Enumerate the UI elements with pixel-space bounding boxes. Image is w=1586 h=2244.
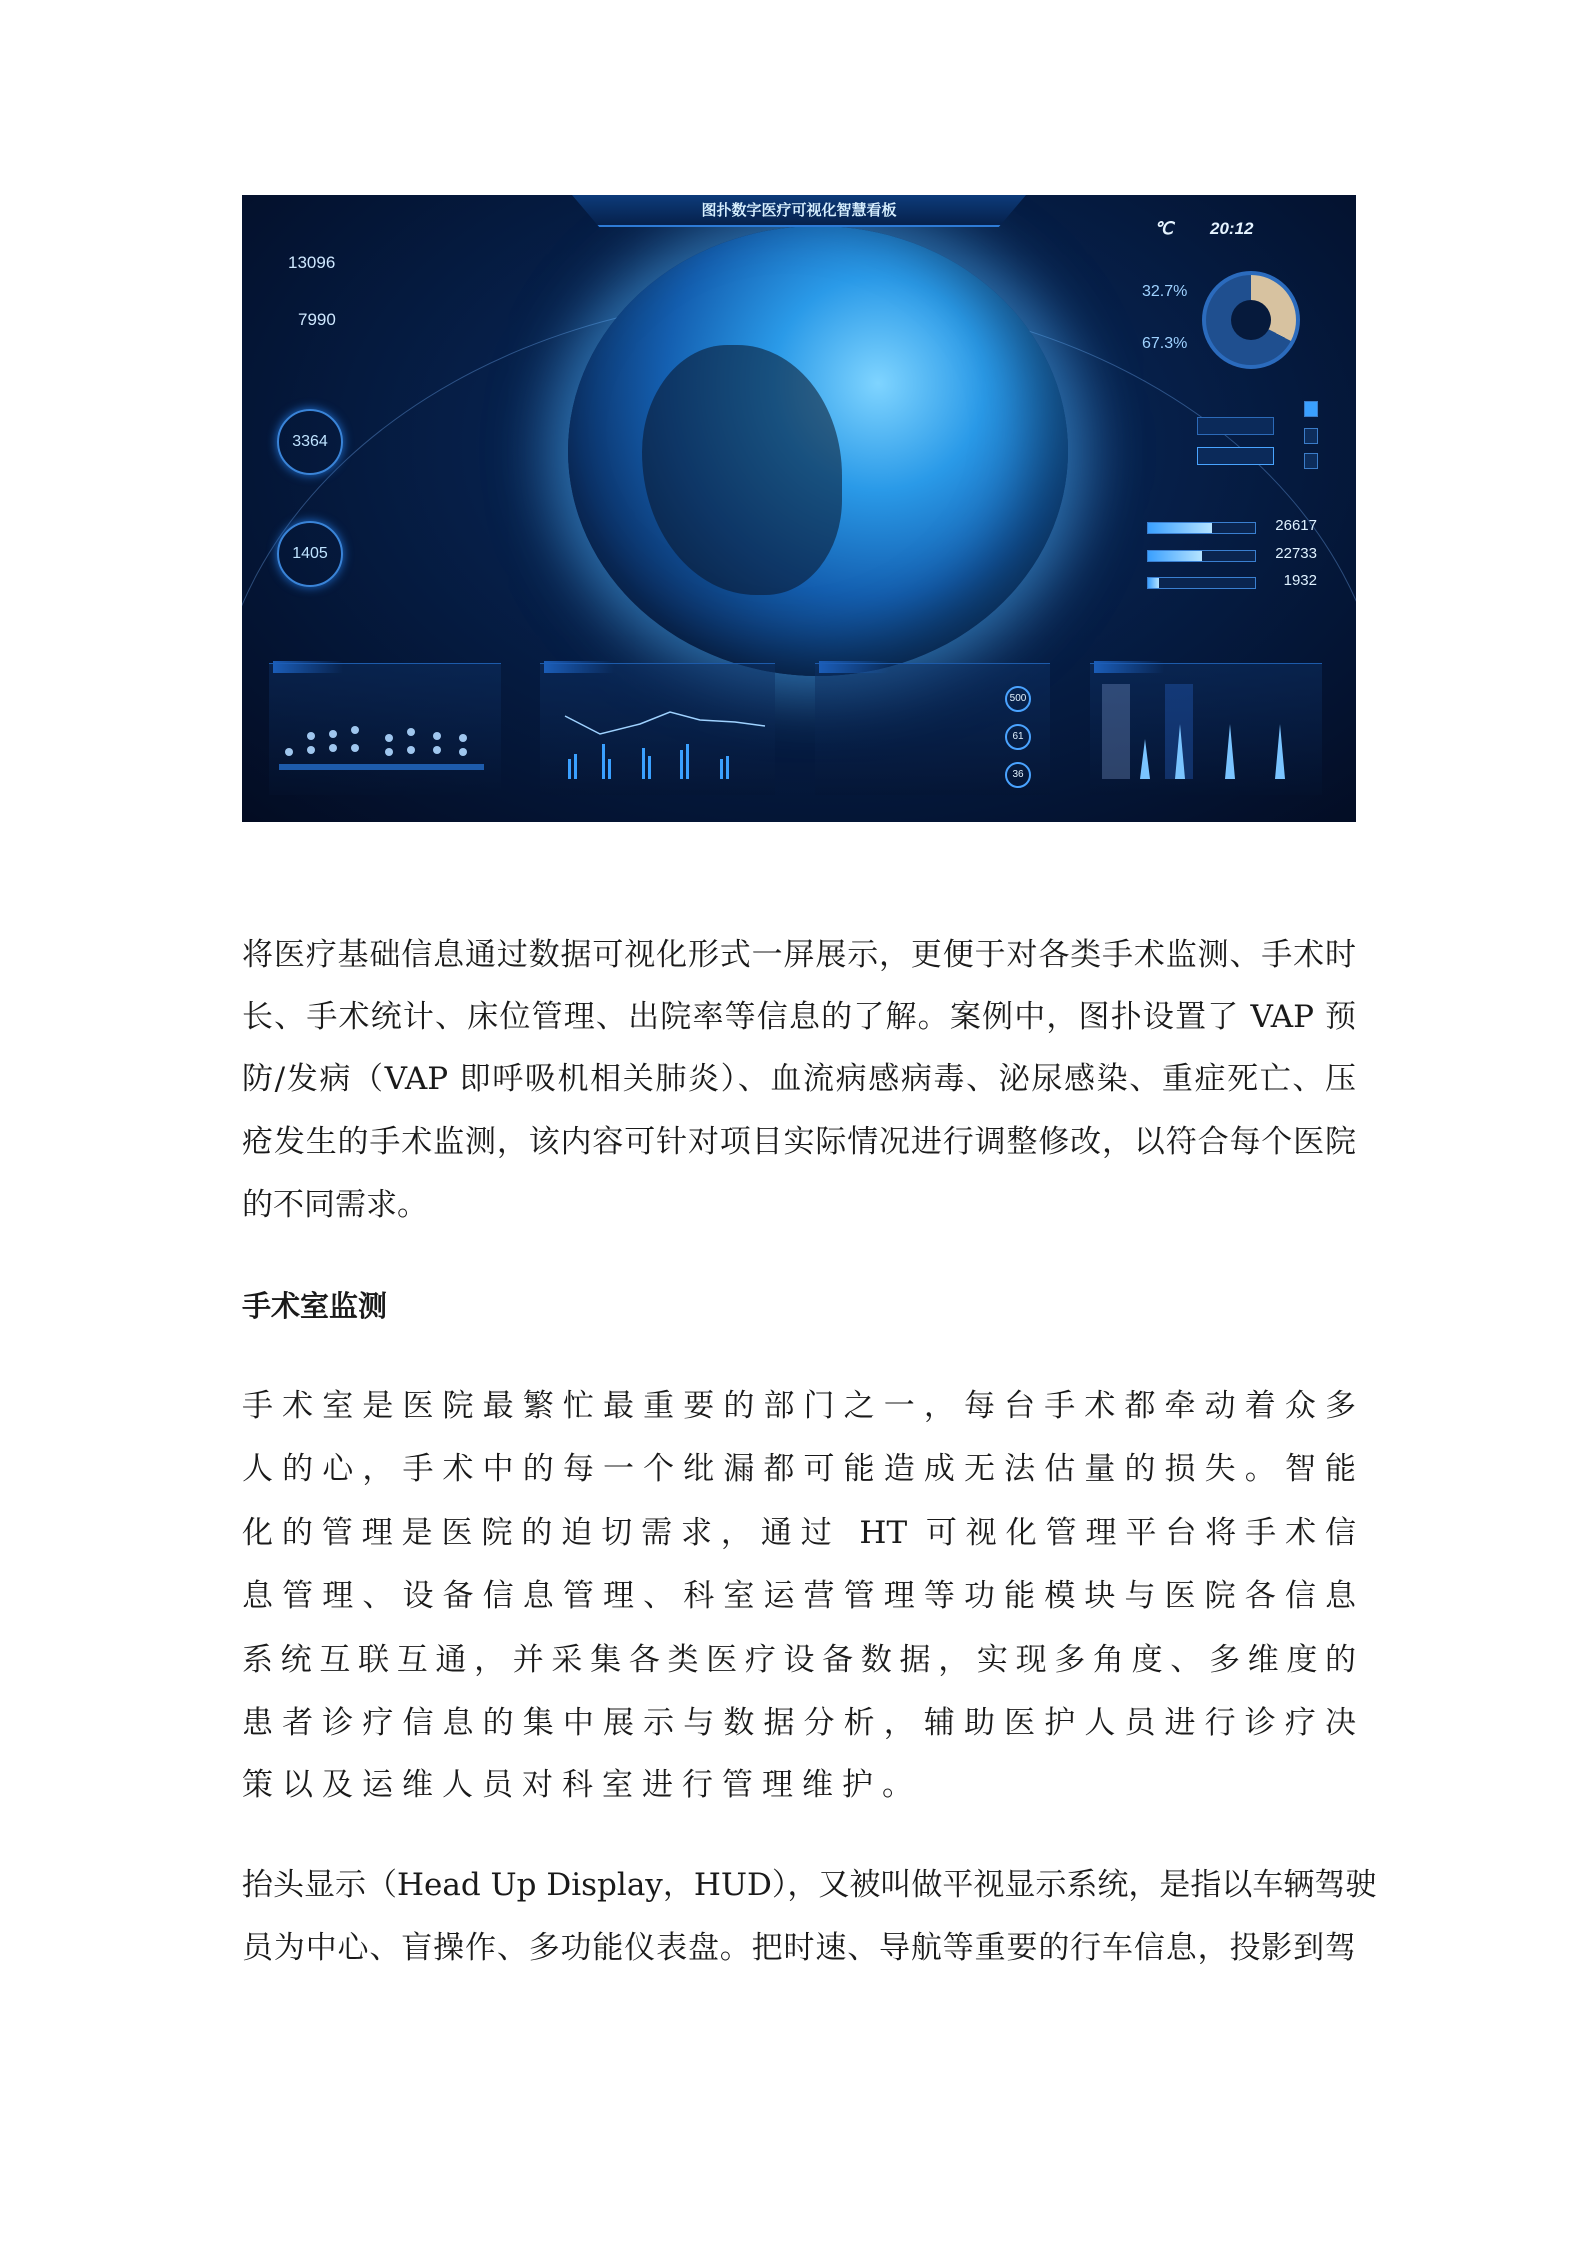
- paragraph-line: 的不同需求。: [242, 1187, 428, 1223]
- panel-surgery-duration: [540, 663, 775, 795]
- bar-value-1: 26617: [1275, 517, 1317, 534]
- panel-surgery-stats: [815, 663, 1050, 795]
- section-heading: 手术室监测: [242, 1289, 388, 1323]
- weather: ℃: [1154, 219, 1174, 238]
- ring-2: 61: [1005, 724, 1031, 750]
- panel-surgery-monitor: [269, 663, 501, 795]
- paragraph-line: 化的管理是医院的迫切需求，通过 HT 可视化管理平台将手术信: [242, 1515, 1356, 1551]
- panel-title: [1094, 661, 1164, 673]
- side-button-2[interactable]: [1304, 428, 1318, 444]
- paragraph-line: 人的心，手术中的每一个纰漏都可能造成无法估量的损失。智能: [242, 1451, 1356, 1487]
- panel-title: [819, 661, 889, 673]
- ratio-2: 67.3%: [1142, 335, 1188, 352]
- paragraph-line: 员为中心、盲操作、多功能仪表盘。把时速、导航等重要的行车信息，投影到驾: [242, 1930, 1356, 1966]
- panel-bed-management: [1090, 663, 1322, 795]
- gauge-1: 3364: [277, 409, 343, 475]
- paragraph-line: 抬头显示（Head Up Display，HUD），又被叫做平视显示系统，是指以车辆驾驶: [242, 1867, 1377, 1903]
- paragraph-line: 策以及运维人员对科室进行管理维护。: [242, 1767, 922, 1803]
- action-button-2[interactable]: [1197, 447, 1274, 465]
- action-button-1[interactable]: [1197, 417, 1274, 435]
- paragraph-line: 患者诊疗信息的集中展示与数据分析，辅助医护人员进行诊疗决: [242, 1705, 1356, 1741]
- cone-chart: [1090, 664, 1322, 795]
- paragraph-line: 长、手术统计、床位管理、出院率等信息的了解。案例中，图扑设置了 VAP 预: [242, 999, 1356, 1035]
- bar-value-2: 22733: [1275, 545, 1317, 562]
- panel-title: [273, 661, 343, 673]
- ratio-1: 32.7%: [1142, 283, 1188, 300]
- progress-bar-2: [1147, 550, 1256, 562]
- paragraph-line: 防/发病（VAP 即呼吸机相关肺炎）、血流病感病毒、泌尿感染、重症死亡、压: [242, 1061, 1356, 1097]
- clock: 20:12: [1210, 219, 1254, 238]
- dashboard-screenshot: [242, 195, 1356, 822]
- panel-title: [544, 661, 614, 673]
- progress-bar-1: [1147, 522, 1256, 534]
- paragraph-line: 将医疗基础信息通过数据可视化形式一屏展示，更便于对各类手术监测、手术时: [242, 937, 1356, 973]
- progress-bar-3: [1147, 577, 1256, 589]
- stat-1: 13096: [288, 253, 336, 272]
- bar-value-3: 1932: [1283, 572, 1317, 589]
- dashboard-title: 图扑数字医疗可视化智慧看板: [701, 202, 897, 219]
- paragraph-line: 系统互联互通，并采集各类医疗设备数据，实现多角度、多维度的: [242, 1642, 1356, 1678]
- paragraph-line: 疮发生的手术监测，该内容可针对项目实际情况进行调整修改，以符合每个医院: [242, 1124, 1356, 1160]
- dot-chart: [269, 664, 501, 795]
- stat-2: 7990: [298, 310, 336, 329]
- gauge-2: 1405: [277, 521, 343, 587]
- line-bar-chart: [540, 664, 775, 795]
- paragraph-line: 息管理、设备信息管理、科室运营管理等功能模块与医院各信息: [242, 1578, 1356, 1614]
- ring-3: 36: [1005, 762, 1031, 788]
- ring-1: 500: [1005, 686, 1031, 712]
- paragraph-line: 手术室是医院最繁忙最重要的部门之一，每台手术都牵动着众多: [242, 1388, 1356, 1424]
- donut-chart: [1202, 271, 1300, 369]
- side-button-1[interactable]: [1304, 401, 1318, 417]
- side-button-3[interactable]: [1304, 453, 1318, 469]
